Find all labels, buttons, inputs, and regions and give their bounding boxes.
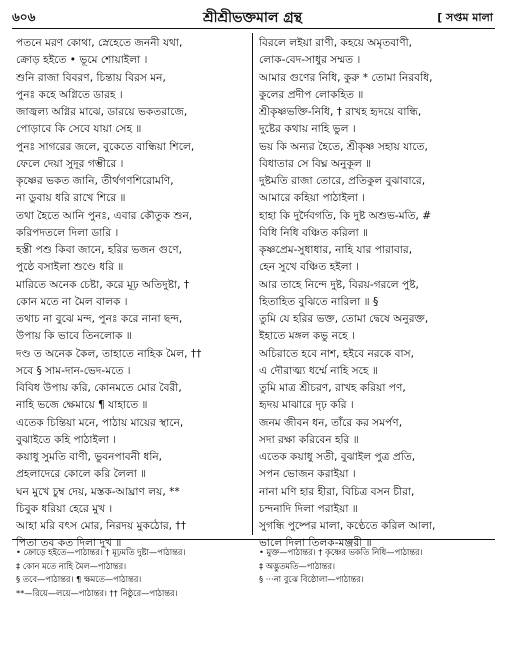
verse-line: বুঝাইতে কহি পাঠাইলা । <box>16 433 117 446</box>
section-label: [ সপ্তম মালা <box>437 11 493 24</box>
verse-line: আমারে কহিয়া পাঠাইলা । <box>259 192 366 205</box>
verse-line: বিবিধ উপায় করি, কোনমতে মোর বৈরী, <box>16 382 182 394</box>
verse-line: অচিরাতে হবে নাশ, হইবে নরকে বাস, <box>259 347 414 360</box>
verse-line: ফেলে দেয়া সুদূর গম্ভীরে । <box>16 157 124 170</box>
verse-line: দণ্ড ত অনেক কৈল, তাহাতে নাহিক মৈল, †† <box>16 347 202 360</box>
header-rule <box>12 28 495 29</box>
footnote-line: **—রিয়ে—লয়ে—পাঠান্তর। †† নিষ্ঠুরে—পাঠান্তর। <box>16 587 178 598</box>
verse-line: বিধাতার সে বিঘ্ন অনুকূল ॥ <box>259 157 372 170</box>
book-title: শ্রীশ্রীভক্তমাল গ্রন্থ <box>202 10 303 26</box>
verse-line: এতেক চিন্তিয়া মনে, পাঠায় মায়ের স্থানে, <box>16 416 184 429</box>
verse-line: তুমি মাত্র শ্রীচরণ, রাখহ করিয়া পণ, <box>259 382 406 394</box>
verse-line: এ দৌরাত্ম্য ধর্ম্মে নাহি সহে ॥ <box>259 364 378 377</box>
verse-line: পোড়াবে কি সেবে যায়া সেহ ॥ <box>16 123 142 136</box>
verse-line: তুমি যে হরির ভক্ত, তোমা দ্বেষে অনুরক্ত, <box>259 313 429 325</box>
verse-line: পুনঃ সাগরের জলে, বুকেতে বান্ধিয়া শিলে, <box>16 140 195 153</box>
verse-line: পতনে মরণ কোথা, স্নেহেতে জননী যথা, <box>16 37 183 49</box>
verse-line: হিতাহিত বুঝিতে নারিলা ॥ § <box>259 295 379 308</box>
verse-line: হেন সুখে বঞ্চিত হইলা । <box>259 261 359 274</box>
verse-line: লোক-বেদ-সাধুর সম্মত । <box>259 54 361 67</box>
verse-line: পুষ্ঠে বসাইলা শুণ্ডে ধরি ॥ <box>16 261 124 274</box>
footnote-line: § তবে—পাঠান্তর। ¶ ক্ষমতে—পাঠান্তর। <box>16 574 142 584</box>
verse-line: বিধি নিধি বঞ্চিত করিলা ॥ <box>259 226 369 239</box>
left-footnotes <box>16 546 248 600</box>
verse-line: শ্রীকৃষ্ণভক্তি-নিধি, † রাখহ হৃদয়ে বান্ধি, <box>259 106 422 118</box>
verse-line: নাহি ভজে ক্ষেমায়ে ¶ যাহাতে ॥ <box>16 399 148 412</box>
verse-line: আর তাহে নিন্দে দুষ্ট, বিরয়-গরলে পুষ্ট, <box>259 278 419 291</box>
verse-line: উপায় কি ভাবে তিনলোক ॥ <box>16 330 132 343</box>
verse-line: জনম জীবন ধন, তাঁরে কর সমর্পণ, <box>259 416 403 429</box>
verse-line: ক্রোড় হইতে • ভূমে শোয়াইলা । <box>16 54 148 67</box>
right-verse-column <box>259 35 495 550</box>
verse-line: না ডুবায় ধরি রাখে শিরে ॥ <box>16 192 126 205</box>
verse-line: আহা মরি বৎস মোর, নিরদয় মুকঠোর, †† <box>16 520 187 532</box>
footnote-rule <box>12 539 495 540</box>
verse-line: হৃদয় মাঝারে দৃঢ় করি । <box>259 399 354 412</box>
verse-line: পুনঃ কহে অগ্নিতে ডারহ । <box>16 88 123 101</box>
footnote-line: • মুক্ত—পাঠান্তর। † কৃষ্ণের ভকতি নিধি—পাঠান্তর। <box>259 547 423 557</box>
verse-line: মারিতে অনেক চেষ্টা, করে মূঢ় অতিদুষ্টা, † <box>16 278 190 291</box>
verse-line: তথা হৈতে আনি পুনঃ, এবার কৌতুক শুন, <box>16 209 193 222</box>
verse-line: প্রহলাদেরে কোলে করি লৈলা ॥ <box>16 468 147 481</box>
verse-line: চিবুক ধরিয়া হেরে মুখ । <box>16 502 113 515</box>
verse-line: এতেক কয়াধু সতী, বুঝাইল পুত্র প্রতি, <box>259 451 416 463</box>
verse-line: নানা মণি হার হীরা, বিচিত্র বসন চীরা, <box>259 485 415 498</box>
footnote-line: § ···না বুঝে বিষ্ঠোলা—পাঠান্তর। <box>259 574 364 584</box>
verse-line: কয়াধু সুমতি বাণী, ভুবনপাবনী ধনি, <box>16 451 163 463</box>
verse-line: কুলের প্রদীপ লোকহিত ॥ <box>259 88 364 101</box>
verse-line: করিপদতলে দিলা ডারি । <box>16 226 119 239</box>
verse-line: সদা রক্ষা করিবেন হরি ॥ <box>259 433 359 446</box>
verse-line: চন্দনাদি দিলা পরাইয়া ॥ <box>259 502 358 515</box>
verse-line: ভালে দিলা তিলক-মঞ্জরী ॥ <box>259 537 372 550</box>
verse-line: দুষ্টের কথায় নাহি ভুল । <box>259 123 356 136</box>
verse-line: ঘন মুখে চুম্ব দেয়, মস্তক-আঘ্রাণ লয়, ** <box>16 485 180 498</box>
verse-line: তথাচ না বুঝে মন্দ, পুনঃ করে নানা ছন্দ, <box>16 313 183 325</box>
page-header <box>12 2 493 28</box>
verse-line: দুষ্টমতি রাজা তোরে, প্রতিকুল বুঝাবারে, <box>259 175 426 187</box>
verse-line: ইহাতে মঙ্গল কভু নহে । <box>259 330 355 343</box>
footnote-line: ‡ অদ্ভুতমতি—পাঠান্তর। <box>259 560 335 571</box>
footnote-line: ‡ কোন মতে নাহি মৈল—পাঠান্তর। <box>16 560 127 571</box>
verse-line: পিতা তব কত দিলা দুখ ॥ <box>16 537 122 550</box>
verse-line: বিরলে লইয়া রাণী, কহয়ে অমৃতবাণী, <box>259 37 413 49</box>
verse-line: সবে § সাম-দান-ভেদ-মতে । <box>16 364 131 377</box>
page-number: ৬০৬ <box>12 10 36 24</box>
verse-line: কৃষ্ণের ভকত জানি, তীর্থগণশিরোমণি, <box>16 175 174 187</box>
verse-line: কোন মতে না মৈল বালক । <box>16 295 128 308</box>
verse-line: সুগন্ধি পুষ্পের মালা, কণ্ঠেতে করিল আলা, <box>259 520 436 532</box>
verse-line: আমার গুণের নিধি, কুরু * তোমা নিরবধি, <box>259 71 433 84</box>
footnote-line: • ক্রোড়ে হইতে—পাঠান্তর। † মূঢ়মতি দুষ্টা—পাঠান্তর। <box>16 547 186 557</box>
right-footnotes <box>259 546 495 587</box>
verse-line: সপন ভোজন করাইয়া । <box>259 468 356 481</box>
verse-line: হস্তী পশু কিবা জানে, হরির ভজন গুণে, <box>16 244 183 256</box>
column-divider <box>252 33 253 535</box>
verse-line: কৃষ্ণপ্রেম-সুধাধার, নাহি যার পারাবার, <box>259 244 413 256</box>
verse-line: হাহা কি দুর্দৈবগতি, কি দুষ্ট অশুভ-মতি, # <box>259 209 432 222</box>
left-verse-column <box>16 35 246 550</box>
verse-line: জাজ্বল্য অগ্নির মাঝে, ডারয়ে ভকতরাজে, <box>16 106 188 118</box>
verse-line: শুনি রাজা বিবরণ, চিন্তায় বিরস মন, <box>16 71 166 84</box>
verse-line: ভয় কি অন্যর হৈতে, শ্রীকৃষ্ণ সহায় যাতে, <box>259 140 428 153</box>
